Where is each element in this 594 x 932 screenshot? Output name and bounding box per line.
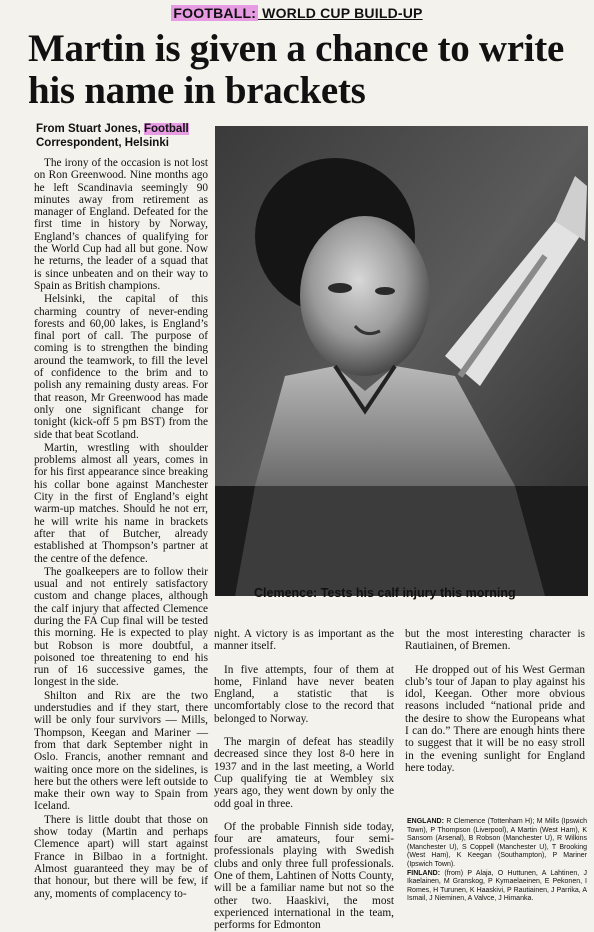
finland-lineup	[407, 870, 587, 904]
england-players: R Clemence (Tottenham H); M Mills (Ipswich Town), P Thompson (Liverpool), A Martin (West Ham), K Sansom (Arsenal), B Robson (Manchester U), R Wilkins (Manchester U), S Coppell (Manchester U), T Brooking (West Ham), K Keegan (Southampton), P Mariner (Ipswich Town).	[407, 818, 587, 868]
paragraph: night. A victory is as important as the manner itself.	[214, 628, 394, 653]
finland-label: FINLAND:	[407, 869, 441, 877]
byline-highlight: Football	[144, 123, 189, 135]
team-lineups	[407, 818, 587, 904]
paragraph: Of the probable Finnish side today, four are amateurs, four semi-professionals playing with Swedish clubs and only three full professionals. One of them, Lahtinen of Notts County, will be a familiar name but not so the other two. Haaskivi, the most experienced international in the team, performs for Edmonton	[214, 820, 394, 932]
paragraph: Shilton and Rix are the two understudies and if they start, there will be only four survivors — Mills, Thompson, Keegan and Mariner — from that dark September night in Oslo. Francis, another remnant and waiting once more on the sidelines, is here but the others were left outside to make their own way to Spain from Iceland.	[34, 689, 208, 813]
byline-prefix: From Stuart Jones,	[36, 123, 144, 135]
paragraph: He dropped out of his West German club’s tour of Japan to play against his idol, Keegan. Other more obvious reasons included “national pride and the desire to show the Europeans what I can do.” There are enough hints there to suggest that it will be no easy stroll in the evening sunlight for England here today.	[405, 663, 585, 774]
paragraph: The margin of defeat has steadily decreased since they lost 8-0 here in 1937 and in the last meeting, a World Cup qualifying tie at Wembley six years ago, they went down by only the odd goal in three.	[214, 736, 394, 810]
paragraph: The irony of the occasion is not lost on Ron Greenwood. Nine months ago he left Scandinavia seemingly 90 minutes away from retirement as manager of England. Defeated for the first time in history by Norway, England’s chances of qualifying for the World Cup had all but gone. Now he returns, the leader of a squad that is since unbeaten and on their way to Spain as British champions.	[34, 157, 208, 292]
article-column-1	[34, 157, 208, 900]
article-column-2	[214, 628, 394, 932]
paragraph: Helsinki, the capital of this charming country of never-ending forests and 60,00 lakes, is England’s final port of call. The purpose of coming is to strengthen the binding around the teamwork, to fill the level of confidence to the brim and to polish any remaining dusty areas. For that reason, Mr Greenwood has made only one significant change for tonight (kick-off 5 pm BST) from the side that beat Scotland.	[34, 293, 208, 441]
section-kicker	[0, 5, 594, 21]
paragraph: Martin, wrestling with shoulder problems almost all years, comes in for his first appearance since breaking his collar bone against Manchester City in the first of England’s eight warm-up matches. Should he not err, he will write his name in brackets after that of Butcher, already established at Thompson’s partner at the centre of the defence.	[34, 441, 208, 565]
photo-image	[215, 126, 588, 596]
england-lineup	[407, 818, 587, 870]
paragraph: There is little doubt that those on show today (Martin and perhaps Clemence apart) will start against France in Bilbao in a fortnight. Almost guaranteed they may be of that honour, but there will be few, if any, moments of complacency to-	[34, 813, 208, 900]
finland-players: (from) P Alaja, O Huttunen, A Lahtinen, J Ikaelainen, M Granskog, P Kymaelaeinen, E Pekonen, I Romes, H Turunen, K Haaskivi, P Rautiainen, J Parrika, A Ismail, J Nieminen, A Valvce, J Himanka.	[407, 869, 587, 903]
paragraph: but the most interesting character is Rautiainen, of Bremen.	[405, 628, 585, 653]
byline-suffix: Correspondent, Helsinki	[36, 137, 169, 149]
photo-caption: Clemence: Tests his calf injury this morning	[254, 586, 516, 600]
section-label-rest: WORLD CUP BUILD-UP	[258, 5, 423, 21]
section-label-highlight: FOOTBALL:	[173, 5, 257, 21]
paragraph: In five attempts, four of them at home, Finland have never beaten England, a statistic that is uncomfortably close to the record that belonged to Norway.	[214, 663, 394, 725]
headline: Martin is given a chance to write his name in brackets	[28, 27, 564, 112]
photo-clemence	[215, 126, 588, 596]
paragraph: The goalkeepers are to follow their usual and not entirely satisfactory custom and change places, although the calf injury that affected Clemence during the FA Cup final will be tested this morning. He is expected to play but Robson is more doubtful, a poisoned toe threatening to end his run of 16 successive games, the longest in the side.	[34, 565, 208, 689]
byline	[36, 122, 216, 150]
england-label: ENGLAND:	[407, 818, 444, 825]
article-column-3	[405, 628, 585, 774]
